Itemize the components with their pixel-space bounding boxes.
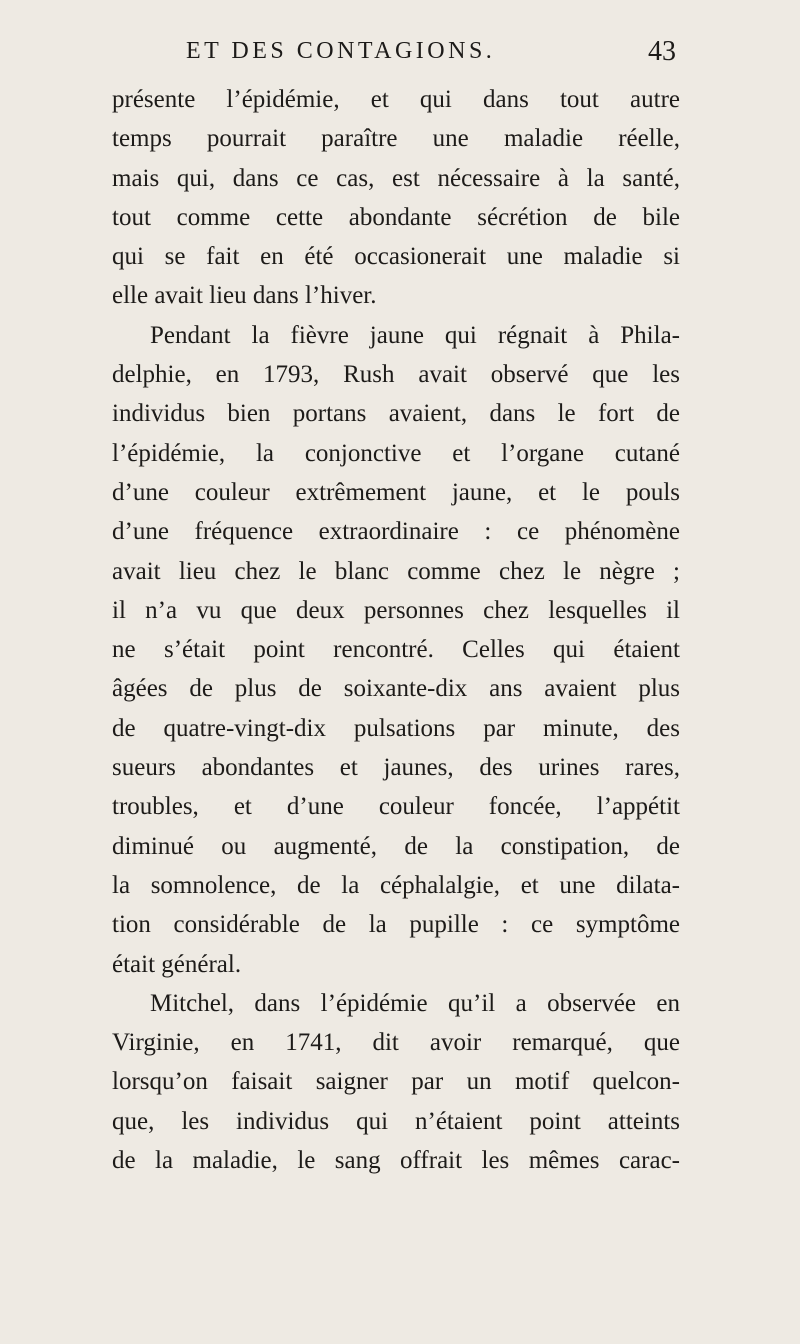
text-line: temps pourrait paraître une maladie réelle,: [112, 125, 680, 153]
page-number: 43: [648, 36, 676, 67]
text-line: sueurs abondantes et jaunes, des urines rares,: [112, 754, 680, 782]
text-line: tout comme cette abondante sécrétion de bile: [112, 203, 680, 231]
text-line: Mitchel, dans l’épidémie qu’il a observée en: [150, 989, 680, 1017]
text-line: troubles, et d’une couleur foncée, l’appétit: [112, 793, 680, 821]
text-line: qui se fait en été occasionerait une maladie si: [112, 243, 680, 271]
text-line: la somnolence, de la céphalalgie, et une dilata-: [112, 871, 680, 899]
text-line: mais qui, dans ce cas, est nécessaire à la santé,: [112, 164, 680, 192]
text-line: lorsqu’on faisait saigner par un motif quelcon-: [112, 1068, 680, 1096]
text-line: ne s’était point rencontré. Celles qui étaient: [112, 636, 680, 664]
body-text: [112, 80, 680, 1180]
text-line: d’une fréquence extraordinaire : ce phénomène: [112, 518, 680, 546]
page-header: [186, 38, 676, 72]
text-line: tion considérable de la pupille : ce symptôme: [112, 911, 680, 939]
text-line: âgées de plus de soixante-dix ans avaient plus: [112, 675, 680, 703]
text-line: avait lieu chez le blanc comme chez le nègre ;: [112, 557, 680, 585]
text-line: que, les individus qui n’étaient point atteints: [112, 1107, 680, 1135]
text-line: delphie, en 1793, Rush avait observé que les: [112, 361, 680, 389]
text-line: elle avait lieu dans l’hiver.: [112, 282, 377, 310]
text-line: diminué ou augmenté, de la constipation, de: [112, 832, 680, 860]
text-line: individus bien portans avaient, dans le fort de: [112, 400, 680, 428]
text-line: l’épidémie, la conjonctive et l’organe cutané: [112, 439, 680, 467]
text-line: Pendant la fièvre jaune qui régnait à Phila-: [150, 321, 680, 349]
text-line: de quatre-vingt-dix pulsations par minute, des: [112, 714, 680, 742]
text-line: Virginie, en 1741, dit avoir remarqué, que: [112, 1029, 680, 1057]
running-head: ET DES CONTAGIONS.: [186, 38, 496, 64]
text-line: il n’a vu que deux personnes chez lesquelles il: [112, 596, 680, 624]
text-line: présente l’épidémie, et qui dans tout autre: [112, 86, 680, 113]
text-line: était général.: [112, 950, 242, 978]
text-line: d’une couleur extrêmement jaune, et le pouls: [112, 478, 680, 506]
text-line: de la maladie, le sang offrait les mêmes carac-: [112, 1147, 680, 1175]
